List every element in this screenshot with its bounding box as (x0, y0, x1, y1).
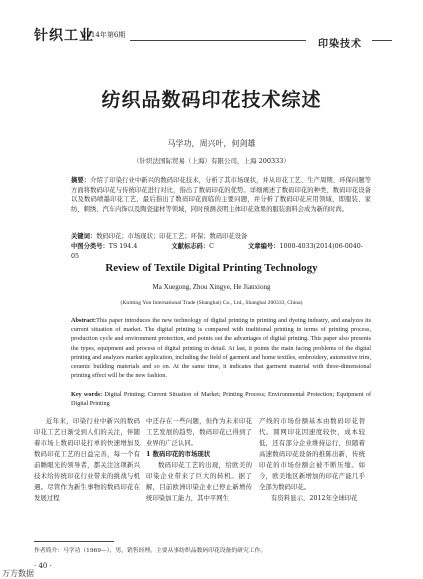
doc-code-label: 文献标志码： (171, 243, 210, 250)
body-column-3 (259, 416, 365, 504)
body-paragraph: 产线的市场份额基本由数码印花替代。圆网印花因速度较快，成本较低，还有部分企业维持运行，但随着高速数码印花设备的推陈出新，传统印花的市场份额会被不断压缩。如今，欧美地区新增加的印花产能几乎全部为数码印花。 (259, 417, 365, 491)
authors-cn: 马学功，周兴叶，何剑雄 (167, 139, 256, 148)
clc-label: 中图分类号： (71, 243, 109, 250)
keywords-en (71, 390, 371, 408)
source-watermark: 万方数据 (2, 569, 34, 578)
journal-masthead: 针织工业 (34, 28, 94, 44)
abstract-cn (71, 176, 371, 214)
body-column-1 (34, 416, 140, 504)
abstract-cn-label: 摘要： (71, 177, 91, 184)
section-heading: 1 数码印花的市场现状 (146, 450, 211, 458)
body-paragraph: 近年来，印染行业中新兴的数码印花工艺日渐受到人们的关注，伴随着市场上数码印花打单的快速增加及数码印花工艺的日益完善，每一个有前瞻眼光的领导者，都关注这项新兴技术给传统印花行业带来的挑战与机遇。尽管作为新生事物的数码印花在发展过程 (34, 417, 140, 502)
keywords-cn (71, 232, 371, 242)
page-number: · 40 · (34, 562, 52, 570)
abstract-en (71, 316, 371, 380)
header-divider-right (372, 40, 392, 41)
article-title-en: Review of Textile Digital Printing Technology (105, 262, 318, 274)
section-label: 印染技术 (318, 39, 362, 50)
abstract-cn-text: 介绍了印染行业中新兴的数码印花技术，分析了其市场现状，并从印花工艺、生产周期、环保问题等方面将数码印花与传统印花进行对比，指出了数码印花的优势。详细阐述了数码印花的种类、数码印花设备以及数码喷墨印花工艺，最后指出了数码印花面临的主要问题，并分析了数码印花应用领域，即服装、家纺、刺绣、汽车内饰以及陶瓷建材等领域，同时预测表明主体印花效果的服装面料会成为新的时尚。 (71, 177, 372, 213)
body-paragraph: 有资料显示，2012年全球印花 (271, 494, 358, 502)
body-column-2 (146, 416, 252, 504)
keywords-en-text: Digital Printing; Current Situation of Market; Printing Process; Environmental Protection; Equipment of Digital Printing (71, 391, 372, 408)
keywords-cn-text: 数码印花；市场现状；印花工艺；环保；数码印花设备 (96, 233, 248, 240)
abstract-en-text: This paper introduces the new technology of digital printing in printing and dyeing industry, and analyzes its current situation of market. The digital printing is compared with traditional printing in terms of printing process, production cycle and environment protection, and points out the advantages of digital printing. This paper also presents the types, equipment and process of digital printing in detail. At last, it points the main facing problems of the digital printing and analyzes market application, including the field of garment and home textiles, embroidery, automotive trim, ceramic building materials and so on. At the same time, it indicates that garment material with three-dimensional printing effect will be the new fashion. (71, 317, 371, 380)
issue-label: 2014年第6期 (82, 31, 126, 39)
article-no-label: 文章编号： (247, 243, 280, 250)
affiliation-cn: （针织法国际贸易（上海）有限公司，上海 200333） (133, 157, 290, 165)
authors-en: Ma Xuegong, Zhou Xingye, He Jianxiong (152, 283, 271, 291)
body-paragraph: 数码印花工艺的出现，给欧美的印染企业带来了巨大的转机。据了解，目前欧洲印染企业已停止新增传统印染加工能力，其中平网生 (146, 461, 252, 502)
keywords-cn-label: 关键词： (71, 233, 97, 240)
header-divider-left (130, 40, 306, 41)
article-no-value: 1000-4033(2014)06-0040-05 (71, 243, 363, 260)
classification-row (71, 242, 371, 262)
keywords-en-label: Key words: (71, 391, 103, 398)
affiliation-en: (Knitting Yon International Trade (Shanghai) Co., Ltd., Shanghai 200333, China) (120, 300, 303, 306)
doc-code-value: C (209, 243, 214, 250)
article-title-cn: 纺织品数码印花技术综述 (101, 89, 322, 111)
footnote-divider (34, 541, 114, 542)
clc-value: TS 194.4 (108, 243, 138, 250)
author-footnote: 作者简介：马学功（1969—），男，销售经理。主要从事纺织品数码印花设备的研究工作。 (34, 548, 267, 554)
body-paragraph: 中还存在一些问题，但作为未来印花工艺发展的趋势，数码印花已得到了业界的广泛认同。 (146, 417, 252, 447)
abstract-en-label: Abstract: (71, 317, 97, 324)
